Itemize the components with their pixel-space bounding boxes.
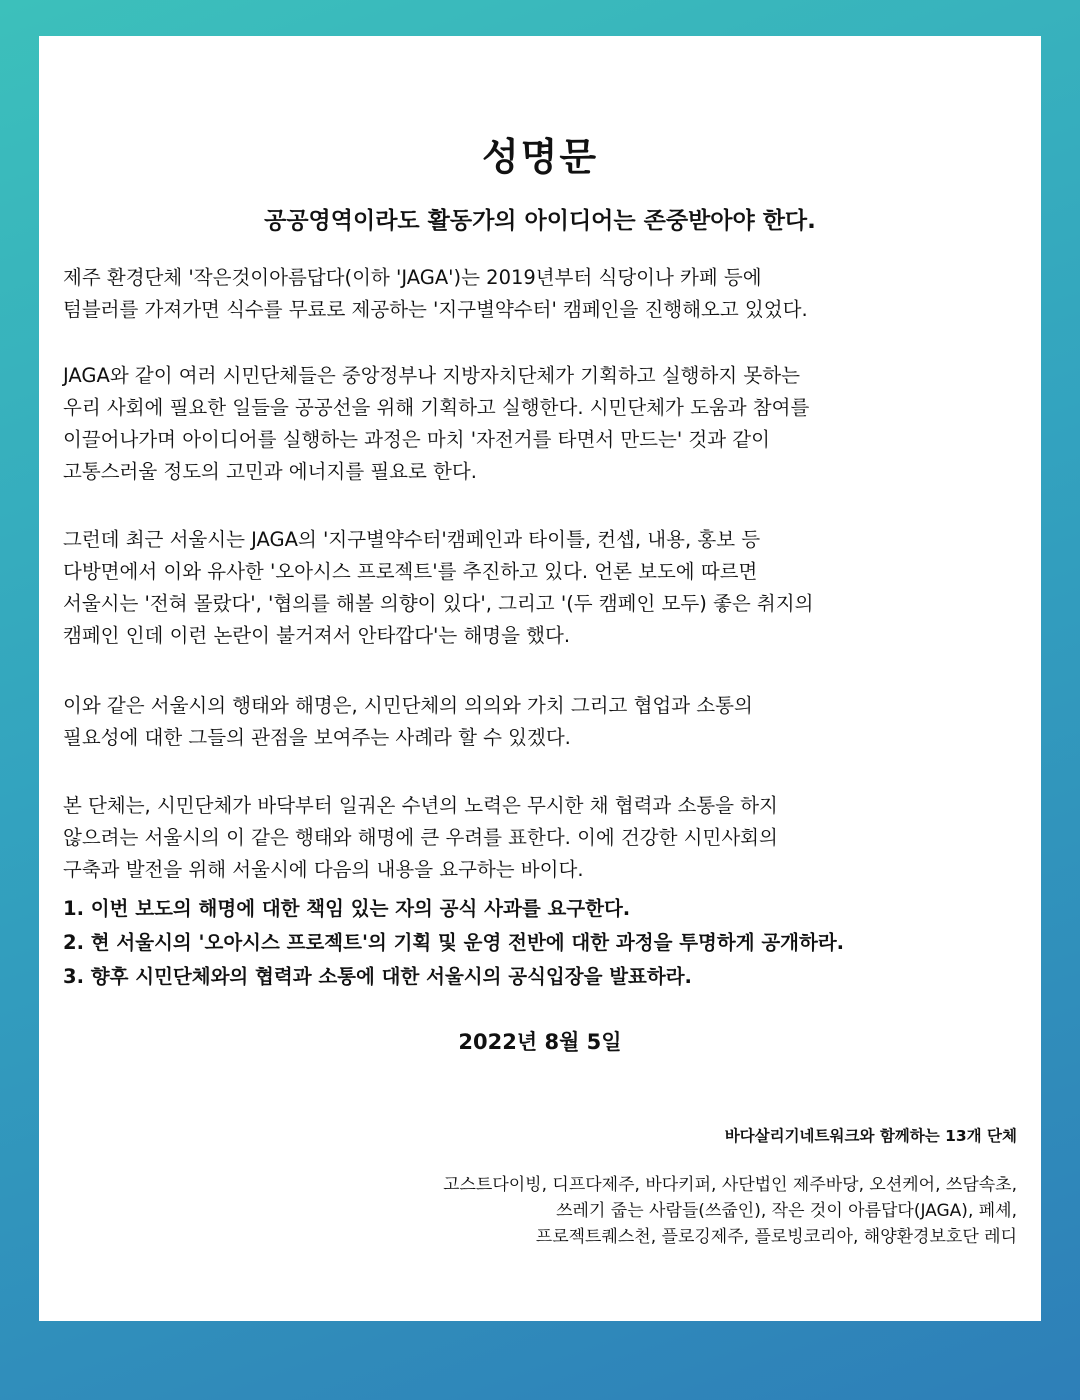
statement-date: 2022년 8월 5일 <box>458 1030 622 1054</box>
organization-line: 쓰레기 줍는 사람들(쓰줍인), 작은 것이 아름답다(JAGA), 페셰, <box>556 1201 1017 1221</box>
paragraph-line: 텀블러를 가져가면 식수를 무료로 제공하는 '지구별약수터' 캠페인을 진행해오고 있었다. <box>63 298 808 321</box>
paragraph-line: 우리 사회에 필요한 일들을 공공선을 위해 기획하고 실행한다. 시민단체가 도움과 참여를 <box>63 396 810 419</box>
paragraph-line: 이끌어나가며 아이디어를 실행하는 과정은 마치 '자전거를 타면서 만드는' 것과 같이 <box>63 428 770 451</box>
paragraph-line: 본 단체는, 시민단체가 바닥부터 일궈온 수년의 노력은 무시한 채 협력과 소통을 하지 <box>63 794 778 817</box>
paragraph-line: 캠페인 인데 이런 논란이 불거져서 안타깝다'는 해명을 했다. <box>63 624 571 647</box>
page-title: 성명문 <box>481 135 599 179</box>
paragraph-3 <box>63 524 1023 652</box>
organization-line: 프로젝트퀘스천, 플로깅제주, 플로빙코리아, 해양환경보호단 레디 <box>535 1227 1017 1247</box>
paragraph-1 <box>63 262 1023 326</box>
paragraph-4 <box>63 690 1023 754</box>
signature-title: 바다살리기네트워크와 함께하는 13개 단체 <box>724 1127 1017 1145</box>
paragraph-line: 필요성에 대한 그들의 관점을 보여주는 사례라 할 수 있겠다. <box>63 726 571 749</box>
paragraph-2 <box>63 360 1023 488</box>
statement-sheet <box>39 36 1041 1321</box>
demand-item: 3. 향후 시민단체와의 협력과 소통에 대한 서울시의 공식입장을 발표하라. <box>63 965 692 988</box>
paragraph-line: 다방면에서 이와 유사한 '오아시스 프로젝트'를 추진하고 있다. 언론 보도에 따르면 <box>63 560 758 583</box>
paragraph-line: 서울시는 '전혀 몰랐다', '협의를 해볼 의향이 있다', 그리고 '(두 캠페인 모두) 좋은 취지의 <box>63 592 814 615</box>
paragraph-line: 고통스러울 정도의 고민과 에너지를 필요로 한다. <box>63 460 477 483</box>
demand-item: 1. 이번 보도의 해명에 대한 책임 있는 자의 공식 사과를 요구한다. <box>63 897 631 920</box>
paragraph-line: 않으려는 서울시의 이 같은 행태와 해명에 큰 우려를 표한다. 이에 건강한 시민사회의 <box>63 826 778 849</box>
paragraph-line: 이와 같은 서울시의 행태와 해명은, 시민단체의 의의와 가치 그리고 협업과 소통의 <box>63 694 753 717</box>
paragraph-line: 제주 환경단체 '작은것이아름답다(이하 'JAGA')는 2019년부터 식당이나 카페 등에 <box>63 266 762 289</box>
organization-line: 고스트다이빙, 디프다제주, 바다키퍼, 사단법인 제주바당, 오션케어, 쓰담속초, <box>443 1175 1017 1195</box>
page-subtitle: 공공영역이라도 활동가의 아이디어는 존중받아야 한다. <box>264 208 816 234</box>
paragraph-line: 그런데 최근 서울시는 JAGA의 '지구별약수터'캠페인과 타이틀, 컨셉, 내용, 홍보 등 <box>63 528 761 551</box>
paragraph-line: JAGA와 같이 여러 시민단체들은 중앙정부나 지방자치단체가 기획하고 실행하지 못하는 <box>63 364 800 387</box>
paragraph-line: 구축과 발전을 위해 서울시에 다음의 내용을 요구하는 바이다. <box>63 858 584 881</box>
demands-list <box>63 892 1038 994</box>
demand-item: 2. 현 서울시의 '오아시스 프로젝트'의 기획 및 운영 전반에 대한 과정을 투명하게 공개하라. <box>63 931 845 954</box>
paragraph-5 <box>63 790 1023 886</box>
